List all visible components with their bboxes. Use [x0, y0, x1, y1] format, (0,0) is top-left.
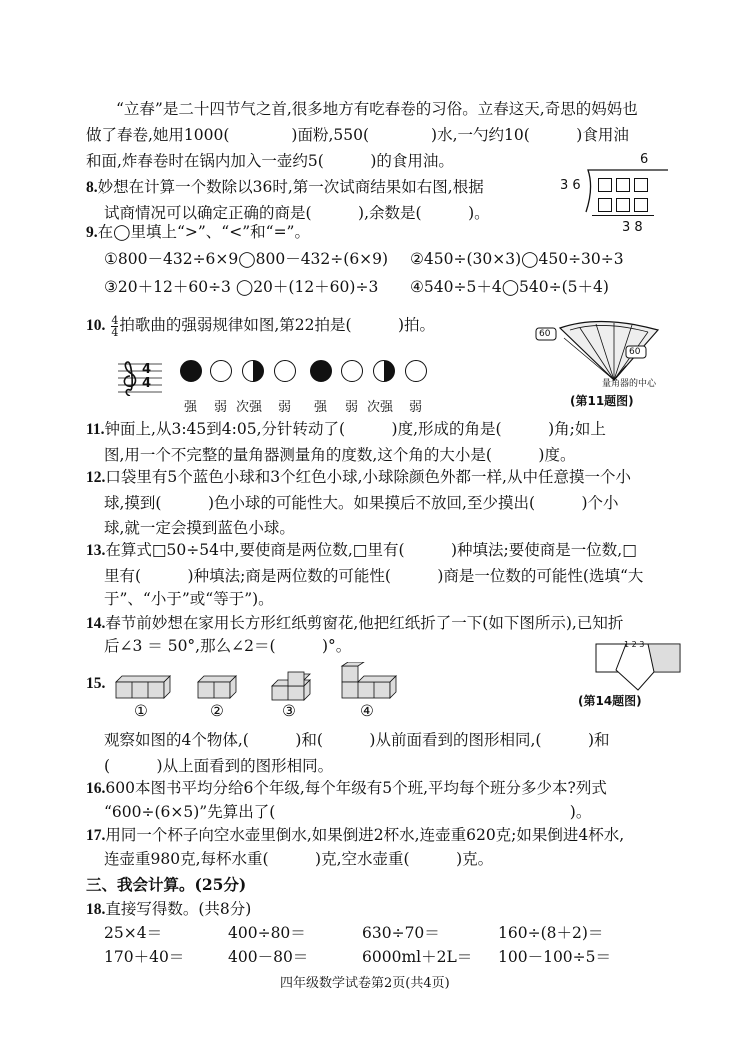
- protractor-center-label: 量角器的中心: [602, 379, 657, 389]
- calc-item: 25×4＝: [104, 924, 163, 942]
- intro-line-2: 做了春卷,她用1000( )面粉,550( )水,一勺约10( )食用油: [86, 126, 629, 144]
- cube-object-1: [116, 676, 170, 698]
- treble-clef-icon: [118, 360, 162, 396]
- blank-box: [616, 198, 630, 212]
- q18-line: 18.直接写得数。(共8分): [86, 900, 252, 918]
- q13-line-2: 里有( )种填法;商是两位数的可能性( )商是一位数的可能性(选填“大: [104, 567, 644, 585]
- q8-number: 8.: [86, 179, 98, 196]
- beat-label: 弱: [278, 400, 292, 415]
- q9-item-d: ④540÷5＋4◯540÷(5＋4): [410, 278, 609, 296]
- medium-strong-beat-icon: [373, 360, 395, 382]
- q12-number: 12.: [86, 469, 106, 486]
- cube-object-4: [342, 662, 396, 698]
- calc-item: 6000ml＋2L＝: [362, 948, 473, 966]
- object-label-2: ②: [210, 702, 224, 720]
- q9-line: [86, 221, 310, 244]
- folded-paper-figure: [578, 640, 686, 708]
- calc-item: 100－100÷5＝: [498, 948, 612, 966]
- q16-line-2: “600÷(6×5)”先算出了( )。: [104, 803, 592, 821]
- beat-label: 弱: [409, 400, 423, 415]
- strong-beat-icon: [180, 360, 202, 382]
- beat-label: 弱: [214, 400, 228, 415]
- q14-number: 14.: [86, 615, 106, 632]
- blank-box: [634, 178, 648, 192]
- q8-line-2: 试商情况可以确定正确的商是( ),余数是( )。: [104, 204, 490, 222]
- calc-item: 400÷80＝: [228, 924, 306, 942]
- q12-line-2: 球,摸到( )色小球的可能性大。如果摸后不放回,至少摸出( )个小: [104, 494, 619, 512]
- blank-box: [598, 198, 612, 212]
- time-signature-fraction: $\frac{4}{4}$: [111, 313, 119, 339]
- q10-line: [86, 314, 435, 338]
- weak-beat-icon: [210, 360, 232, 382]
- divisor: 3 6: [560, 178, 581, 193]
- q15-number-line: [86, 672, 105, 695]
- q11-line-1: 11.钟面上,从3:45到4:05,分针转动了( )度,形成的角是( )角;如上: [86, 420, 606, 438]
- beat-label: 弱: [345, 400, 359, 415]
- calc-item: 400－80＝: [228, 948, 309, 966]
- q17-number: 17.: [86, 827, 106, 844]
- weak-beat-icon: [274, 360, 296, 382]
- q10-text: 拍歌曲的强弱规律如图,第22拍是( )拍。: [119, 316, 436, 334]
- object-label-4: ④: [360, 702, 374, 720]
- q16-line-1: 16.600本图书平均分给6个年级,每个年级有5个班,平均每个班分多少本?列式: [86, 779, 607, 797]
- blank-box: [634, 198, 648, 212]
- rhythm-figure: [118, 360, 438, 420]
- fig14-caption: (第14题图): [578, 694, 642, 708]
- q9-item-c: ③20＋12＋60÷3 ◯20＋(12＋60)÷3: [104, 278, 379, 296]
- protractor-left-reading: 60: [539, 329, 551, 339]
- calc-item: 630÷70＝: [362, 924, 440, 942]
- q10-number: 10.: [86, 317, 106, 334]
- q18-number: 18.: [86, 901, 106, 918]
- angle-labels: 1 2 3: [624, 640, 645, 649]
- calc-item: 160÷(8＋2)＝: [498, 924, 604, 942]
- q16-number: 16.: [86, 780, 106, 797]
- protractor-figure: [530, 316, 670, 408]
- q9-item-b: ②450÷(30×3)◯450÷30÷3: [410, 250, 624, 268]
- q12-line-3: 球,就一定会摸到蓝色小球。: [104, 519, 295, 537]
- q13-number: 13.: [86, 542, 106, 559]
- q9-item-a: ①800－432÷6×9◯800－432÷(6×9): [104, 250, 389, 268]
- q11-line-2: 图,用一个不完整的量角器测量角的度数,这个角的大小是( )度。: [104, 446, 576, 464]
- page-footer: 四年级数学试卷第2页(共4页): [280, 976, 450, 991]
- q8-text-1: 妙想在计算一个数除以36时,第一次试商结果如右图,根据: [97, 178, 484, 196]
- intro-line-3: 和面,炸春卷时在锅内加入一壶约5( )的食用油。: [86, 152, 454, 170]
- beat-label: 强: [314, 400, 328, 415]
- cube-object-2: [198, 676, 236, 698]
- section-3-title: 三、我会计算。(25分): [86, 875, 247, 894]
- blank-box: [598, 178, 612, 192]
- calc-item: 170＋40＝: [104, 948, 185, 966]
- q11-number: 11.: [86, 421, 105, 438]
- beat-label: 次强: [367, 400, 394, 415]
- q8-line-1: [86, 176, 484, 199]
- q9-text: 在◯里填上“>”、“<”和“=”。: [97, 223, 310, 241]
- staff-time-signature: 4 4: [142, 362, 152, 391]
- q17-line-2: 连壶重980克,每杯水重( )克,空水壶重( )克。: [104, 850, 494, 868]
- q9-number: 9.: [86, 224, 98, 241]
- intro-line-1: “立春”是二十四节气之首,很多地方有吃春卷的习俗。立春这天,奇思的妈妈也: [116, 100, 638, 118]
- beat-label: 强: [184, 400, 198, 415]
- weak-beat-icon: [405, 360, 427, 382]
- q17-line-1: 17.用同一个杯子向空水壶里倒水,如果倒进2杯水,连壶重620克;如果倒进4杯水,: [86, 826, 625, 844]
- q15-number: 15.: [86, 675, 106, 692]
- q8-division-figure: [560, 152, 670, 234]
- q14-line-1: 14.春节前妙想在家用长方形红纸剪窗花,他把红纸折了一下(如下图所示),已知折: [86, 614, 624, 632]
- blank-box: [616, 178, 630, 192]
- q14-line-2: 后∠3 ＝ 50°,那么∠2＝( )°。: [104, 637, 352, 655]
- q13-line-3: 于”、“小于”或“等于”)。: [104, 590, 274, 608]
- object-label-3: ③: [282, 702, 296, 720]
- q15-line-2: ( )从上面看到的图形相同。: [104, 757, 334, 775]
- weak-beat-icon: [341, 360, 363, 382]
- beat-label: 次强: [236, 400, 263, 415]
- cube-object-3: [272, 672, 310, 700]
- q12-line-1: 12.口袋里有5个蓝色小球和3个红色小球,小球除颜色外都一样,从中任意摸一个小: [86, 468, 631, 486]
- fig11-caption: (第11题图): [570, 394, 634, 408]
- division-line: [592, 215, 654, 216]
- protractor-right-reading: 60: [629, 347, 641, 357]
- q13-line-1: 13.在算式□50÷54中,要使商是两位数,□里有( )种填法;要使商是一位数,□: [86, 541, 637, 559]
- q15-line-1: 观察如图的4个物体,( )和( )从前面看到的图形相同,( )和: [104, 731, 610, 749]
- strong-beat-icon: [310, 360, 332, 382]
- quotient-digit: 6: [640, 152, 649, 167]
- medium-strong-beat-icon: [242, 360, 264, 382]
- object-label-1: ①: [134, 702, 148, 720]
- remainder: 3 8: [622, 220, 643, 235]
